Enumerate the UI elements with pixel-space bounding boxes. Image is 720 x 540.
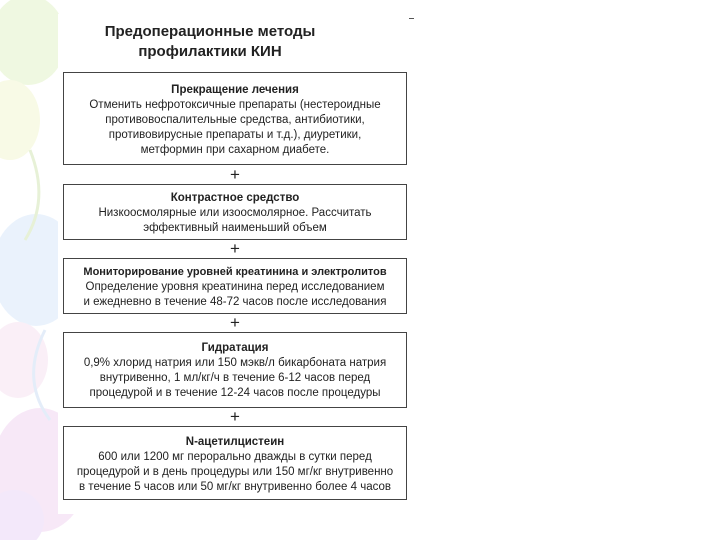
step-box-monitoring [63,258,407,314]
plus-connector: + [230,407,240,426]
step-line: процедурой и в течение 12-24 часов после процедуры [89,387,381,399]
step-line: противовирусные препараты и т.д.), диуретики, [108,129,362,141]
plus-connector: + [230,239,240,258]
diagram-title [60,22,360,62]
step-line: 600 или 1200 мг перорально дважды в сутки перед [98,451,372,463]
step-line: процедурой и в день процедуры или 150 мг/кг внутривенно [76,466,394,478]
plus-connector: + [230,313,240,332]
step-box-stop-treatment [63,72,407,165]
title-line-1: Предоперационные методы [104,23,316,40]
step-line: в течение 5 часов или 50 мг/кг внутривенно более 4 часов [79,481,391,493]
step-heading: Прекращение лечения [171,84,299,96]
step-box-n-acetylcysteine [63,426,407,500]
step-box-hydration [63,332,407,408]
step-line: внутривенно, 1 мл/кг/ч в течение 6-12 часов перед [99,372,371,384]
step-box-contrast-agent [63,184,407,240]
step-line: эффективный наименьший объем [143,222,327,234]
title-line-2: профилактики КИН [138,43,282,60]
step-heading: Контрастное средство [170,192,300,204]
plus-connector: + [230,165,240,184]
step-heading: Гидратация [201,342,269,354]
step-line: метформин при сахарном диабете. [140,144,330,156]
step-line: 0,9% хлорид натрия или 150 мэкв/л бикарбоната натрия [83,357,387,369]
corner-mark [409,18,414,19]
step-line: Отменить нефротоксичные препараты (нестероидные [89,99,381,111]
step-heading: Мониторирование уровней креатинина и электролитов [83,266,387,278]
step-heading: N-ацетилцистеин [185,436,285,448]
step-line: Определение уровня креатинина перед исследованием [85,281,385,293]
step-line: противовоспалительные средства, антибиотики, [105,114,365,126]
step-line: и ежедневно в течение 48-72 часов после исследования [83,296,387,308]
step-line: Низкоосмолярные или изоосмолярное. Рассчитать [98,207,372,219]
